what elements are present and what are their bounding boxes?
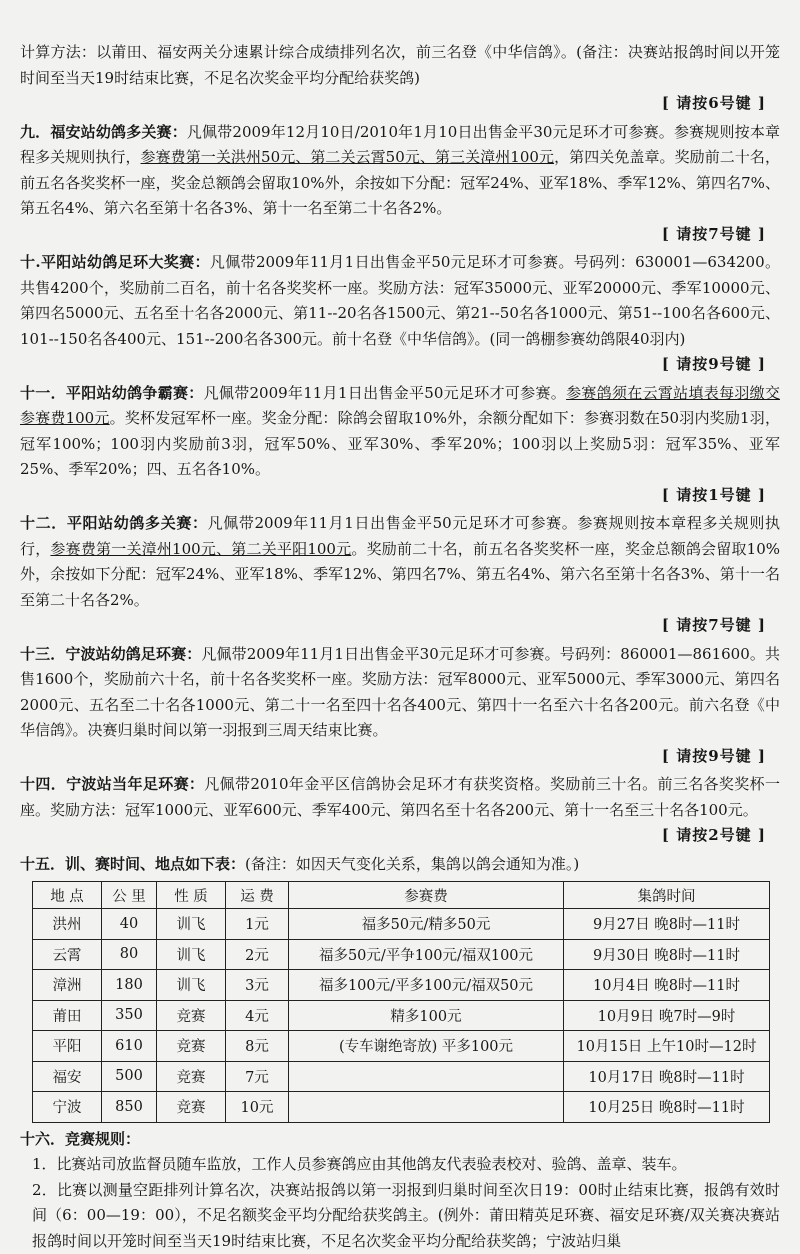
cell-entry-fee (289, 1061, 564, 1092)
cell-distance: 180 (102, 970, 157, 1001)
cell-type: 训飞 (157, 909, 226, 940)
cell-location: 宁波 (33, 1092, 102, 1123)
cell-distance: 40 (102, 909, 157, 940)
header-location: 地 点 (33, 882, 102, 909)
section-9-key-hint: [ 请按7号键 ] (20, 222, 780, 248)
section-15-title: 十五．训、赛时间、地点如下表： (20, 855, 245, 873)
cell-collection-time: 9月30日 晚8时—11时 (564, 939, 770, 970)
table-header-row (33, 882, 770, 909)
cell-type: 竞赛 (157, 1031, 226, 1062)
header-entry-fee: 参赛费 (289, 882, 564, 909)
cell-collection-time: 9月27日 晚8时—11时 (564, 909, 770, 940)
section-14-title: 十四．宁波站当年足环赛： (20, 775, 204, 793)
cell-collection-time: 10月25日 晚8时—11时 (564, 1092, 770, 1123)
section-15 (20, 852, 780, 878)
section-9-title: 九．福安站幼鸽多关赛： (20, 123, 187, 141)
cell-entry-fee: 精多100元 (289, 1000, 564, 1031)
document-page (20, 40, 780, 1254)
table-row (33, 1092, 770, 1123)
section-10-text: 凡佩带2009年11月1日出售金平50元足环才可参赛。号码列：630001—634200。共售4200个，奖励前二百名，前十名各奖奖杯一座。奖励方法：冠军35000元、亚军20000元、季军10000元、第四名5000元、五名至十名各2000元、第11--20名各1500元、第21--50名各1000元、第51--100名各600元、101--150名各400元、151--200名各300元。前十名登《中华信鸽》。(同一鸽棚参赛幼鸽限40羽内) (20, 253, 780, 348)
section-9-underlined: 参赛费第一关洪州50元、第二关云霄50元、第三关漳州100元 (141, 148, 555, 166)
rule-1: 1．比赛站司放监督员随车监放，工作人员参赛鸽应由其他鸽友代表验表校对、验鸽、盖章、装车。 (20, 1152, 780, 1178)
section-9-text-a: 凡佩带2009年12月10日/2010年1月10日出售金平30元足环才可参赛。参赛规则按本章程多关规则执行， (20, 123, 780, 167)
header-distance: 公 里 (102, 882, 157, 909)
table-row (33, 1031, 770, 1062)
cell-location: 漳洲 (33, 970, 102, 1001)
section-11-key-hint: [ 请按1号键 ] (20, 483, 780, 509)
section-12-title: 十二．平阳站幼鸽多关赛： (20, 514, 208, 532)
rules-list (20, 1152, 780, 1254)
section-16-title: 十六．竞赛规则： (20, 1127, 780, 1153)
cell-entry-fee: 福多100元/平多100元/福双50元 (289, 970, 564, 1001)
cell-freight: 10元 (226, 1092, 289, 1123)
cell-type: 训飞 (157, 970, 226, 1001)
section-11-underlined: 参赛鸽须在云霄站填表每羽缴交参赛费100元 (20, 384, 780, 428)
cell-location: 云霄 (33, 939, 102, 970)
section-10-title: 十.平阳站幼鸽足环大奖赛： (20, 253, 210, 271)
cell-collection-time: 10月4日 晚8时—11时 (564, 970, 770, 1001)
section-11-text-b: 。奖杯发冠军杯一座。奖金分配：除鸽会留取10%外，余额分配如下：参赛羽数在50羽内奖励1羽，冠军100%；100羽内奖励前3羽，冠军50%、亚军30%、季军20%；100羽以上奖励5羽：冠军35%、亚军25%、季军20%；四、五名各10%。 (20, 409, 780, 478)
cell-freight: 4元 (226, 1000, 289, 1031)
cell-location: 洪州 (33, 909, 102, 940)
section-12-key-hint: [ 请按7号键 ] (20, 613, 780, 639)
section-12-text-b: 。奖励前二十名，前五名各奖奖杯一座，奖金总额鸽会留取10%外，余按如下分配：冠军24%、亚军18%、季军12%、第四名7%、第五名4%、第六名至第十名各3%、第十一名至第二十名各2%。 (20, 540, 780, 609)
intro-key-hint: [ 请按6号键 ] (20, 91, 780, 117)
section-12 (20, 511, 780, 613)
section-12-underlined: 参赛费第一关漳州100元、第二关平阳100元 (50, 540, 351, 558)
section-14 (20, 772, 780, 823)
cell-distance: 350 (102, 1000, 157, 1031)
section-13-key-hint: [ 请按9号键 ] (20, 744, 780, 770)
section-14-key-hint: [ 请按2号键 ] (20, 823, 780, 849)
header-type: 性 质 (157, 882, 226, 909)
cell-freight: 8元 (226, 1031, 289, 1062)
section-13-title: 十三．宁波站幼鸽足环赛： (20, 645, 201, 663)
table-row (33, 909, 770, 940)
section-11-text-a: 凡佩带2009年11月1日出售金平50元足环才可参赛。 (204, 384, 566, 402)
section-13-text: 凡佩带2009年11月1日出售金平30元足环才可参赛。号码列：860001—861600。共售1600个，奖励前六十名，前十名各奖奖杯一座。奖励方法：冠军8000元、亚军5000元、季军3000元、第四名2000元、五名至二十名各1000元、第二十一名至四十名各400元、第四十一名至六十名各200元。前六名登《中华信鸽》。决赛归巢时间以第一羽报到三周天结束比赛。 (20, 645, 780, 740)
cell-entry-fee (289, 1092, 564, 1123)
header-freight: 运 费 (226, 882, 289, 909)
cell-type: 竞赛 (157, 1092, 226, 1123)
cell-freight: 3元 (226, 970, 289, 1001)
intro-paragraph: 计算方法：以莆田、福安两关分速累计综合成绩排列名次，前三名登《中华信鸽》。(备注：决赛站报鸽时间以开笼时间至当天19时结束比赛，不足名次奖金平均分配给获奖鸽) (20, 40, 780, 91)
cell-collection-time: 10月17日 晚8时—11时 (564, 1061, 770, 1092)
cell-freight: 7元 (226, 1061, 289, 1092)
cell-entry-fee: (专车谢绝寄放) 平多100元 (289, 1031, 564, 1062)
table-row (33, 939, 770, 970)
section-14-text: 凡佩带2010年金平区信鸽协会足环才有获奖资格。奖励前三十名。前三名各奖奖杯一座。奖励方法：冠军1000元、亚军600元、季军400元、第四名至十名各200元、第十一名至三十名各100元。 (20, 775, 780, 819)
cell-collection-time: 10月9日 晚7时—9时 (564, 1000, 770, 1031)
table-row (33, 970, 770, 1001)
rule-2: 2．比赛以测量空距排列计算名次，决赛站报鸽以第一羽报到归巢时间至次日19：00时止结束比赛，报鸽有效时间（6：00—19：00），不足名额奖金平均分配给获奖鸽主。(例外：莆田精英足环赛、福安足环赛/双关赛决赛站报鸽时间以开笼时间至当天19时结束比赛，不足名次奖金平均分配给获奖鸽；宁波站归巢 (20, 1178, 780, 1254)
cell-location: 莆田 (33, 1000, 102, 1031)
section-15-note: (备注：如因天气变化关系，集鸽以鸽会通知为准。) (245, 855, 579, 873)
cell-distance: 500 (102, 1061, 157, 1092)
cell-freight: 1元 (226, 909, 289, 940)
section-9-text-b: ，第四关免盖章。奖励前二十名，前五名各奖奖杯一座，奖金总额鸽会留取10%外，余按如下分配：冠军24%、亚军18%、季军12%、第四名7%、第五名4%、第六名至第十名各3%、第十一名至第二十名各2%。 (20, 148, 780, 217)
cell-distance: 610 (102, 1031, 157, 1062)
schedule-table (32, 881, 770, 1123)
cell-freight: 2元 (226, 939, 289, 970)
cell-entry-fee: 福多50元/精多50元 (289, 909, 564, 940)
cell-distance: 80 (102, 939, 157, 970)
cell-location: 福安 (33, 1061, 102, 1092)
cell-entry-fee: 福多50元/平争100元/福双100元 (289, 939, 564, 970)
section-13 (20, 642, 780, 744)
table-row (33, 1061, 770, 1092)
table-row (33, 1000, 770, 1031)
section-10-key-hint: [ 请按9号键 ] (20, 352, 780, 378)
section-12-text-a: 凡佩带2009年11月1日出售金平50元足环才可参赛。参赛规则按本章程多关规则执行， (20, 514, 780, 558)
section-10 (20, 250, 780, 352)
cell-type: 竞赛 (157, 1000, 226, 1031)
header-collection-time: 集鸽时间 (564, 882, 770, 909)
section-9 (20, 120, 780, 222)
cell-collection-time: 10月15日 上午10时—12时 (564, 1031, 770, 1062)
cell-type: 竞赛 (157, 1061, 226, 1092)
cell-type: 训飞 (157, 939, 226, 970)
cell-location: 平阳 (33, 1031, 102, 1062)
cell-distance: 850 (102, 1092, 157, 1123)
section-11-title: 十一．平阳站幼鸽争霸赛： (20, 384, 204, 402)
section-11 (20, 381, 780, 483)
